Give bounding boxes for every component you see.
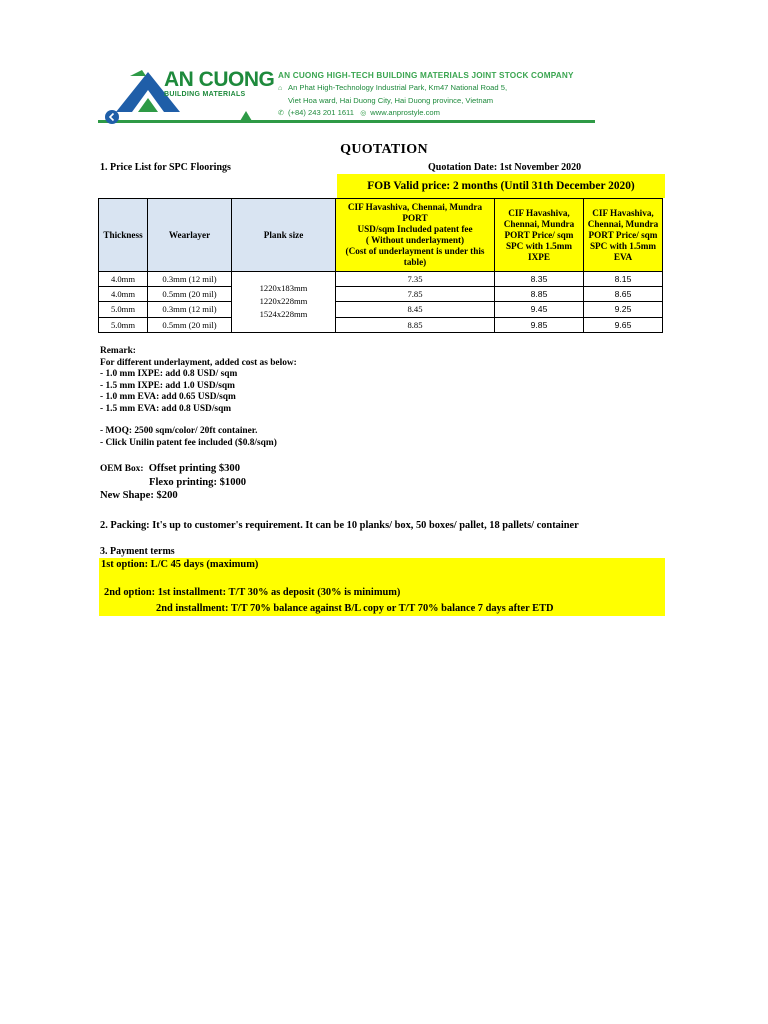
brand-name: AN CUONG (164, 68, 275, 91)
header-cif-ixpe: CIF Havashiva, Chennai, Mundra PORT Price/ sqm SPC with 1.5mm IXPE (495, 199, 584, 272)
section-price-list: 1. Price List for SPC Floorings (100, 162, 231, 173)
payment-terms-header: 3. Payment terms (100, 546, 175, 557)
moq-line: - MOQ: 2500 sqm/color/ 20ft container. (100, 426, 258, 436)
cell-ixpe-price: 8.85 (495, 287, 584, 302)
oem-new-shape: New Shape: $200 (100, 490, 178, 501)
table-row (99, 317, 663, 332)
cell-ixpe-price: 9.45 (495, 302, 584, 317)
cell-wearlayer: 0.5mm (20 mil) (148, 287, 232, 302)
oem-offset: Offset printing $300 (148, 463, 241, 474)
payment-options-box (99, 558, 665, 616)
remarks-block (100, 346, 297, 416)
cell-cif-price: 8.45 (336, 302, 495, 317)
oem-flexo: Flexo printing: $1000 (149, 477, 247, 488)
table-header-row (99, 199, 663, 272)
header-plank-size: Plank size (232, 199, 336, 272)
header-cif-eva: CIF Havashiva, Chennai, Mundra PORT Price/ sqm SPC with 1.5mm EVA (584, 199, 663, 272)
website-link[interactable]: www.anprostyle.com (370, 108, 440, 117)
cell-thickness: 5.0mm (99, 317, 148, 332)
remark-line: Remark: (100, 346, 136, 356)
oem-label: OEM Box: (100, 464, 144, 474)
cell-eva-price: 8.65 (584, 287, 663, 302)
brand-sub: BUILDING MATERIALS (164, 91, 246, 98)
letterhead (98, 62, 595, 127)
company-name: AN CUONG HIGH-TECH BUILDING MATERIALS JOINT STOCK COMPANY (278, 71, 574, 80)
cell-wearlayer: 0.5mm (20 mil) (148, 317, 232, 332)
payment-option-2: 2nd option: 1st installment: T/T 30% as deposit (30% is minimum) (104, 587, 401, 598)
remark-line: - 1.0 mm EVA: add 0.65 USD/sqm (100, 392, 236, 403)
cell-thickness: 5.0mm (99, 302, 148, 317)
header-rule (98, 119, 595, 123)
cell-thickness: 4.0mm (99, 287, 148, 302)
table-row (99, 302, 663, 317)
company-info (278, 70, 598, 120)
cell-eva-price: 8.15 (584, 272, 663, 287)
phone-icon: ✆ (278, 110, 284, 117)
header-cif-price: CIF Havashiva, Chennai, Mundra PORT USD/sqm Included patent fee ( Without underlayment) (Cost of underlayment is under this table) (336, 199, 495, 272)
cell-thickness: 4.0mm (99, 272, 148, 287)
table-row (99, 287, 663, 302)
payment-option-2-installment: 2nd installment: T/T 70% balance against B/L copy or T/T 70% balance 7 days after ETD (156, 603, 554, 614)
address-line-1: ⌂ An Phat High-Technology Industrial Park, Km47 National Road 5, (278, 82, 598, 95)
remark-line: - 1.0 mm IXPE: add 0.8 USD/ sqm (100, 369, 238, 380)
oem-block (100, 462, 246, 502)
arrow-badge-icon (104, 109, 120, 125)
web-icon: ◎ (360, 110, 367, 117)
cell-eva-price: 9.65 (584, 317, 663, 332)
page-title: QUOTATION (340, 142, 428, 157)
table-row (99, 272, 663, 287)
cell-wearlayer: 0.3mm (12 mil) (148, 272, 232, 287)
header-thickness: Thickness (99, 199, 148, 272)
triangle-accent-icon (240, 111, 252, 121)
cell-ixpe-price: 9.85 (495, 317, 584, 332)
address-line-2: Viet Hoa ward, Hai Duong City, Hai Duong province, Vietnam (288, 96, 494, 105)
cell-cif-price: 7.85 (336, 287, 495, 302)
cell-wearlayer: 0.3mm (12 mil) (148, 302, 232, 317)
cell-ixpe-price: 8.35 (495, 272, 584, 287)
home-icon: ⌂ (278, 85, 283, 92)
cell-eva-price: 9.25 (584, 302, 663, 317)
contact-line: ✆ (+84) 243 201 1611 ◎ www.anprostyle.com (278, 107, 598, 120)
price-table (98, 198, 663, 333)
cell-cif-price: 8.85 (336, 317, 495, 332)
remark-line: - 1.5 mm IXPE: add 1.0 USD/sqm (100, 380, 235, 391)
quotation-date: Quotation Date: 1st November 2020 (428, 162, 582, 173)
fob-validity-banner: FOB Valid price: 2 months (Until 31th December 2020) (337, 174, 665, 198)
remark-line: For different underlayment, added cost as below: (100, 357, 297, 368)
remark-line: - 1.5 mm EVA: add 0.8 USD/sqm (100, 403, 232, 414)
oem-offset-line (100, 462, 246, 476)
cell-plank-sizes: 1220x183mm 1220x228mm 1524x228mm (232, 272, 336, 333)
payment-option-1: 1st option: L/C 45 days (maximum) (101, 559, 259, 570)
patent-fee-line: - Click Unilin patent fee included ($0.8/sqm) (100, 437, 277, 448)
packing-terms: 2. Packing: It's up to customer's requirement. It can be 10 planks/ box, 50 boxes/ pallet, 18 pallets/ container (100, 520, 579, 531)
moq-block (100, 426, 277, 449)
header-wearlayer: Wearlayer (148, 199, 232, 272)
cell-cif-price: 7.35 (336, 272, 495, 287)
